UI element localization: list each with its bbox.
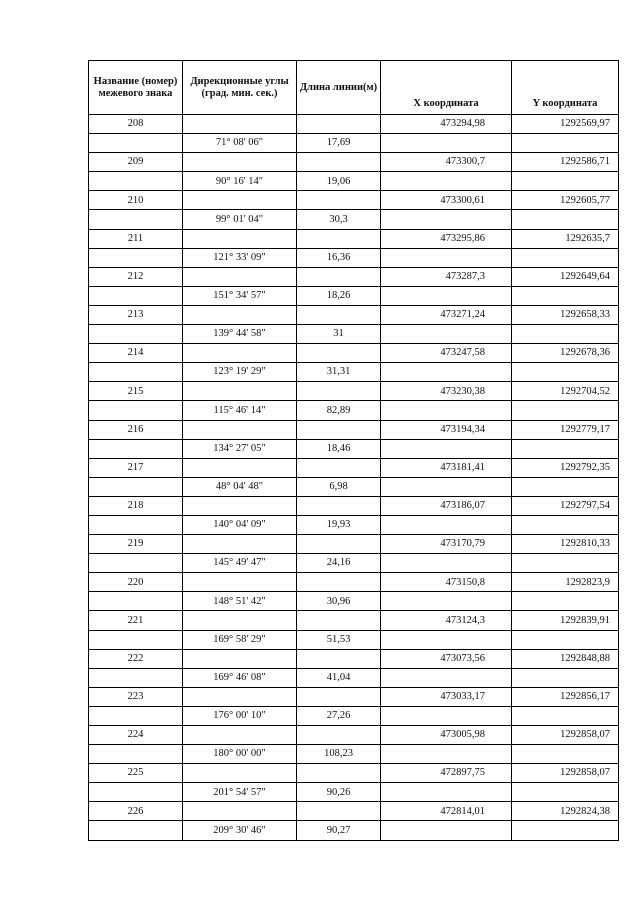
mark-name-cell: 212 — [89, 267, 183, 286]
table-row-segment — [89, 401, 619, 420]
line-length-cell: 51,53 — [297, 630, 381, 649]
mark-name-cell: 219 — [89, 535, 183, 554]
direction-angle-cell: 90° 16' 14" — [183, 172, 297, 191]
table-row-segment — [89, 783, 619, 802]
empty-cell — [183, 535, 297, 554]
mark-name-cell: 210 — [89, 191, 183, 210]
empty-cell — [381, 401, 512, 420]
empty-cell — [381, 439, 512, 458]
line-length-cell: 90,27 — [297, 821, 381, 840]
empty-cell — [512, 325, 619, 344]
y-coordinate-cell: 1292635,7 — [512, 229, 619, 248]
empty-cell — [89, 554, 183, 573]
empty-cell — [381, 592, 512, 611]
mark-name-cell: 222 — [89, 649, 183, 668]
y-coordinate-cell: 1292605,77 — [512, 191, 619, 210]
empty-cell — [89, 745, 183, 764]
table-row-segment — [89, 439, 619, 458]
x-coordinate-cell: 473170,79 — [381, 535, 512, 554]
table-row-segment — [89, 554, 619, 573]
boundary-coordinates-table — [88, 60, 619, 841]
empty-cell — [512, 248, 619, 267]
table-row-point — [89, 267, 619, 286]
line-length-cell: 16,36 — [297, 248, 381, 267]
empty-cell — [297, 496, 381, 515]
table-row-point — [89, 382, 619, 401]
y-coordinate-cell: 1292824,38 — [512, 802, 619, 821]
line-length-cell: 19,06 — [297, 172, 381, 191]
empty-cell — [183, 267, 297, 286]
direction-angle-cell: 123° 19' 29" — [183, 363, 297, 382]
empty-cell — [297, 344, 381, 363]
x-coordinate-cell: 473124,3 — [381, 611, 512, 630]
header-y-coordinate: Y координата — [512, 61, 619, 115]
y-coordinate-cell: 1292858,07 — [512, 726, 619, 745]
direction-angle-cell: 121° 33' 09" — [183, 248, 297, 267]
table-row-segment — [89, 477, 619, 496]
empty-cell — [89, 477, 183, 496]
direction-angle-cell: 99° 01' 04" — [183, 210, 297, 229]
y-coordinate-cell: 1292649,64 — [512, 267, 619, 286]
line-length-cell: 19,93 — [297, 515, 381, 534]
table-row-segment — [89, 210, 619, 229]
direction-angle-cell: 139° 44' 58" — [183, 325, 297, 344]
empty-cell — [381, 783, 512, 802]
line-length-cell: 41,04 — [297, 668, 381, 687]
empty-cell — [183, 382, 297, 401]
empty-cell — [381, 668, 512, 687]
table-row-segment — [89, 515, 619, 534]
line-length-cell: 30,3 — [297, 210, 381, 229]
y-coordinate-cell: 1292704,52 — [512, 382, 619, 401]
line-length-cell: 31 — [297, 325, 381, 344]
table-row-segment — [89, 745, 619, 764]
x-coordinate-cell: 473073,56 — [381, 649, 512, 668]
line-length-cell: 82,89 — [297, 401, 381, 420]
empty-cell — [297, 764, 381, 783]
table-row-segment — [89, 134, 619, 153]
table-row-segment — [89, 592, 619, 611]
line-length-cell: 108,23 — [297, 745, 381, 764]
table-row-point — [89, 420, 619, 439]
table-header-row — [89, 61, 619, 115]
empty-cell — [297, 649, 381, 668]
direction-angle-cell: 151° 34' 57" — [183, 286, 297, 305]
empty-cell — [512, 783, 619, 802]
line-length-cell: 31,31 — [297, 363, 381, 382]
empty-cell — [297, 458, 381, 477]
y-coordinate-cell: 1292856,17 — [512, 687, 619, 706]
empty-cell — [512, 745, 619, 764]
line-length-cell: 24,16 — [297, 554, 381, 573]
direction-angle-cell: 201° 54' 57" — [183, 783, 297, 802]
empty-cell — [89, 286, 183, 305]
empty-cell — [89, 706, 183, 725]
empty-cell — [183, 344, 297, 363]
x-coordinate-cell: 473033,17 — [381, 687, 512, 706]
mark-name-cell: 209 — [89, 153, 183, 172]
mark-name-cell: 217 — [89, 458, 183, 477]
y-coordinate-cell: 1292569,97 — [512, 115, 619, 134]
line-length-cell: 17,69 — [297, 134, 381, 153]
empty-cell — [89, 210, 183, 229]
mark-name-cell: 208 — [89, 115, 183, 134]
direction-angle-cell: 180° 00' 00" — [183, 745, 297, 764]
empty-cell — [297, 382, 381, 401]
x-coordinate-cell: 473247,58 — [381, 344, 512, 363]
empty-cell — [381, 134, 512, 153]
direction-angle-cell: 134° 27' 05" — [183, 439, 297, 458]
line-length-cell: 18,46 — [297, 439, 381, 458]
empty-cell — [297, 687, 381, 706]
empty-cell — [89, 821, 183, 840]
x-coordinate-cell: 473294,98 — [381, 115, 512, 134]
empty-cell — [381, 630, 512, 649]
table-row-point — [89, 191, 619, 210]
direction-angle-cell: 145° 49' 47" — [183, 554, 297, 573]
header-direction-angle: Дирекционные углы (град. мин. сек.) — [183, 61, 297, 115]
x-coordinate-cell: 473271,24 — [381, 305, 512, 324]
empty-cell — [89, 668, 183, 687]
empty-cell — [381, 515, 512, 534]
table-row-segment — [89, 668, 619, 687]
empty-cell — [183, 420, 297, 439]
table-row-segment — [89, 248, 619, 267]
mark-name-cell: 215 — [89, 382, 183, 401]
empty-cell — [381, 248, 512, 267]
empty-cell — [512, 477, 619, 496]
table-row-point — [89, 229, 619, 248]
table-row-point — [89, 764, 619, 783]
mark-name-cell: 214 — [89, 344, 183, 363]
direction-angle-cell: 115° 46' 14" — [183, 401, 297, 420]
empty-cell — [183, 649, 297, 668]
x-coordinate-cell: 472897,75 — [381, 764, 512, 783]
empty-cell — [381, 745, 512, 764]
empty-cell — [89, 325, 183, 344]
line-length-cell: 30,96 — [297, 592, 381, 611]
direction-angle-cell: 169° 58' 29" — [183, 630, 297, 649]
table-row-segment — [89, 286, 619, 305]
direction-angle-cell: 169° 46' 08" — [183, 668, 297, 687]
x-coordinate-cell: 473181,41 — [381, 458, 512, 477]
empty-cell — [512, 668, 619, 687]
empty-cell — [183, 153, 297, 172]
empty-cell — [183, 764, 297, 783]
empty-cell — [183, 687, 297, 706]
empty-cell — [297, 535, 381, 554]
empty-cell — [381, 363, 512, 382]
empty-cell — [183, 611, 297, 630]
empty-cell — [183, 191, 297, 210]
line-length-cell: 27,26 — [297, 706, 381, 725]
table-row-point — [89, 649, 619, 668]
empty-cell — [381, 172, 512, 191]
mark-name-cell: 223 — [89, 687, 183, 706]
empty-cell — [381, 554, 512, 573]
empty-cell — [297, 573, 381, 592]
y-coordinate-cell: 1292810,33 — [512, 535, 619, 554]
y-coordinate-cell: 1292848,88 — [512, 649, 619, 668]
empty-cell — [89, 363, 183, 382]
empty-cell — [512, 592, 619, 611]
empty-cell — [183, 802, 297, 821]
empty-cell — [512, 706, 619, 725]
table-row-point — [89, 687, 619, 706]
table-row-point — [89, 458, 619, 477]
line-length-cell: 6,98 — [297, 477, 381, 496]
x-coordinate-cell: 473005,98 — [381, 726, 512, 745]
y-coordinate-cell: 1292779,17 — [512, 420, 619, 439]
x-coordinate-cell: 473150,8 — [381, 573, 512, 592]
empty-cell — [183, 115, 297, 134]
mark-name-cell: 211 — [89, 229, 183, 248]
empty-cell — [89, 630, 183, 649]
x-coordinate-cell: 473300,61 — [381, 191, 512, 210]
mark-name-cell: 226 — [89, 802, 183, 821]
empty-cell — [381, 286, 512, 305]
y-coordinate-cell: 1292586,71 — [512, 153, 619, 172]
header-x-coordinate: X координата — [381, 61, 512, 115]
mark-name-cell: 220 — [89, 573, 183, 592]
empty-cell — [297, 726, 381, 745]
mark-name-cell: 221 — [89, 611, 183, 630]
empty-cell — [381, 477, 512, 496]
x-coordinate-cell: 472814,01 — [381, 802, 512, 821]
empty-cell — [381, 210, 512, 229]
empty-cell — [297, 305, 381, 324]
y-coordinate-cell: 1292678,36 — [512, 344, 619, 363]
y-coordinate-cell: 1292823,9 — [512, 573, 619, 592]
empty-cell — [512, 134, 619, 153]
table-row-point — [89, 305, 619, 324]
table-row-point — [89, 573, 619, 592]
empty-cell — [89, 401, 183, 420]
y-coordinate-cell: 1292792,35 — [512, 458, 619, 477]
mark-name-cell: 224 — [89, 726, 183, 745]
x-coordinate-cell: 473186,07 — [381, 496, 512, 515]
table-row-point — [89, 344, 619, 363]
y-coordinate-cell: 1292839,91 — [512, 611, 619, 630]
mark-name-cell: 216 — [89, 420, 183, 439]
empty-cell — [297, 611, 381, 630]
empty-cell — [89, 134, 183, 153]
mark-name-cell: 213 — [89, 305, 183, 324]
direction-angle-cell: 209° 30' 46" — [183, 821, 297, 840]
table-row-point — [89, 115, 619, 134]
empty-cell — [183, 305, 297, 324]
table-row-point — [89, 611, 619, 630]
empty-cell — [297, 229, 381, 248]
x-coordinate-cell: 473295,86 — [381, 229, 512, 248]
table-row-point — [89, 802, 619, 821]
table-row-segment — [89, 630, 619, 649]
empty-cell — [512, 439, 619, 458]
direction-angle-cell: 140° 04' 09" — [183, 515, 297, 534]
direction-angle-cell: 148° 51' 42" — [183, 592, 297, 611]
line-length-cell: 90,26 — [297, 783, 381, 802]
empty-cell — [183, 573, 297, 592]
table-row-segment — [89, 706, 619, 725]
mark-name-cell: 225 — [89, 764, 183, 783]
empty-cell — [89, 172, 183, 191]
empty-cell — [183, 726, 297, 745]
x-coordinate-cell: 473287,3 — [381, 267, 512, 286]
table-row-segment — [89, 325, 619, 344]
empty-cell — [89, 515, 183, 534]
y-coordinate-cell: 1292658,33 — [512, 305, 619, 324]
table-row-point — [89, 496, 619, 515]
table-row-segment — [89, 363, 619, 382]
header-line-length: Длина линии(м) — [297, 61, 381, 115]
empty-cell — [512, 515, 619, 534]
empty-cell — [183, 229, 297, 248]
table-row-segment — [89, 821, 619, 840]
empty-cell — [297, 153, 381, 172]
empty-cell — [512, 363, 619, 382]
empty-cell — [89, 783, 183, 802]
empty-cell — [512, 554, 619, 573]
empty-cell — [89, 439, 183, 458]
empty-cell — [297, 420, 381, 439]
table-body — [89, 115, 619, 841]
y-coordinate-cell: 1292797,54 — [512, 496, 619, 515]
direction-angle-cell: 48° 04' 48" — [183, 477, 297, 496]
empty-cell — [297, 191, 381, 210]
empty-cell — [381, 325, 512, 344]
empty-cell — [89, 248, 183, 267]
empty-cell — [297, 802, 381, 821]
table-row-point — [89, 535, 619, 554]
header-mark-name: Название (номер) межевого знака — [89, 61, 183, 115]
empty-cell — [297, 267, 381, 286]
empty-cell — [381, 821, 512, 840]
mark-name-cell: 218 — [89, 496, 183, 515]
table-row-point — [89, 153, 619, 172]
x-coordinate-cell: 473230,38 — [381, 382, 512, 401]
empty-cell — [183, 458, 297, 477]
empty-cell — [512, 210, 619, 229]
direction-angle-cell: 176° 00' 10" — [183, 706, 297, 725]
empty-cell — [381, 706, 512, 725]
y-coordinate-cell: 1292858,07 — [512, 764, 619, 783]
empty-cell — [512, 821, 619, 840]
direction-angle-cell: 71° 08' 06" — [183, 134, 297, 153]
table-row-point — [89, 726, 619, 745]
empty-cell — [512, 172, 619, 191]
x-coordinate-cell: 473300,7 — [381, 153, 512, 172]
empty-cell — [512, 401, 619, 420]
line-length-cell: 18,26 — [297, 286, 381, 305]
table-row-segment — [89, 172, 619, 191]
empty-cell — [89, 592, 183, 611]
x-coordinate-cell: 473194,34 — [381, 420, 512, 439]
empty-cell — [512, 630, 619, 649]
empty-cell — [297, 115, 381, 134]
empty-cell — [183, 496, 297, 515]
empty-cell — [512, 286, 619, 305]
